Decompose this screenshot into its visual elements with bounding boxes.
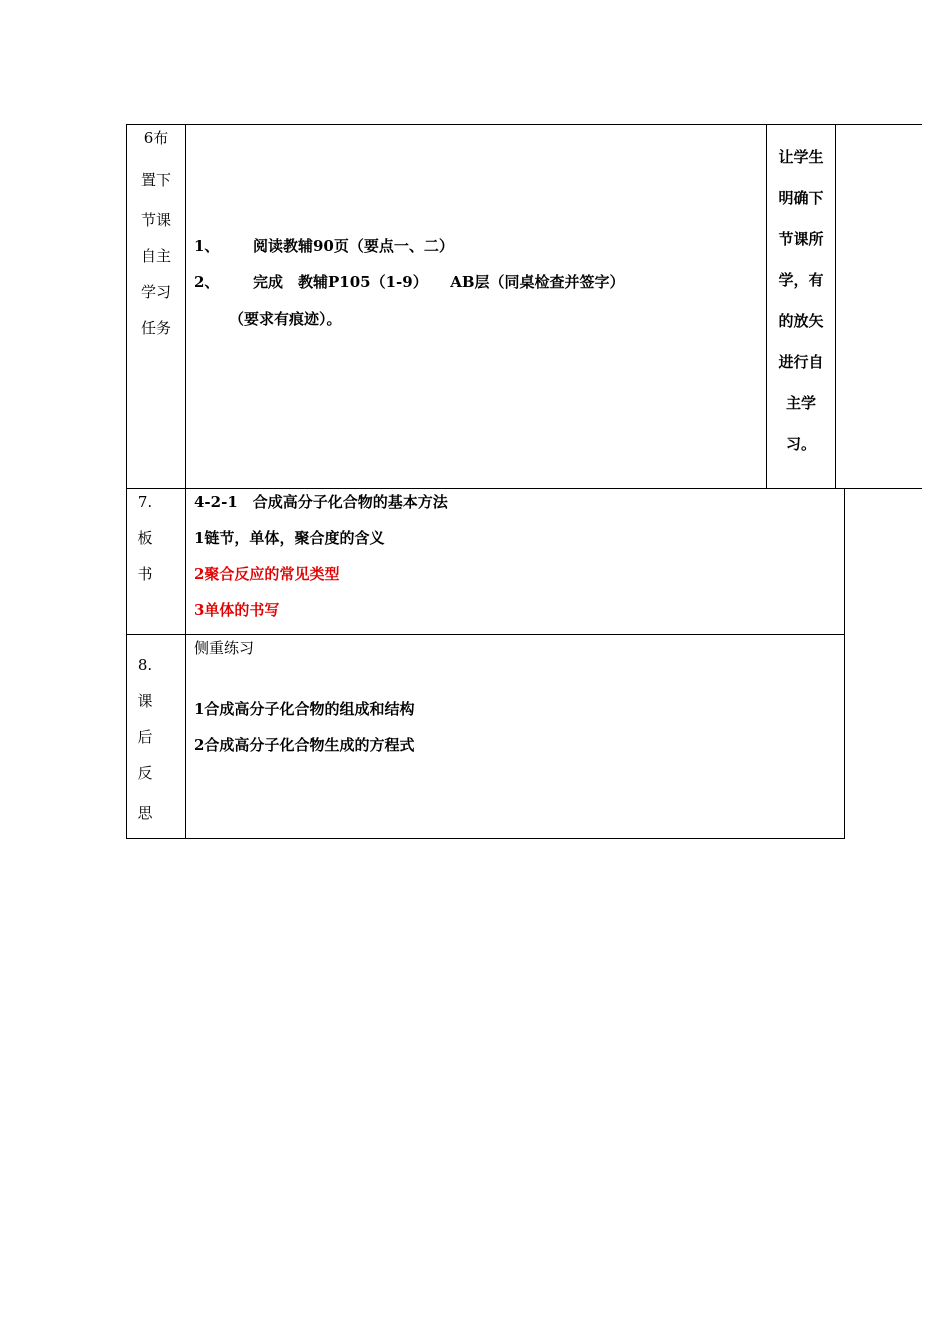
board-point-3: 3单体的书写 bbox=[194, 601, 280, 619]
purpose-line: 的放矢 bbox=[778, 312, 824, 330]
table-right-border bbox=[844, 488, 845, 839]
purpose-column-right-border bbox=[835, 124, 836, 489]
purpose-line: 习。 bbox=[785, 435, 816, 453]
row6-label-line: 节课 bbox=[140, 211, 171, 229]
purpose-line: 主学 bbox=[785, 394, 816, 412]
board-point-2: 2聚合反应的常见类型 bbox=[194, 565, 340, 583]
row8-label-line: 后 bbox=[137, 728, 153, 746]
row6-bottom-border bbox=[126, 488, 922, 489]
task-item-1-number: 1、 bbox=[194, 237, 220, 255]
row7-bottom-border bbox=[126, 634, 845, 635]
table-bottom-border bbox=[126, 838, 845, 839]
row7-label-line: 板 bbox=[137, 529, 153, 547]
board-title: 4-2-1 合成高分子化合物的基本方法 bbox=[194, 493, 448, 511]
row6-label-line: 6布 bbox=[143, 129, 169, 147]
row6-label-line: 任务 bbox=[140, 319, 171, 337]
row7-label-line: 7. bbox=[137, 493, 153, 511]
task-item-2-number: 2、 bbox=[194, 273, 220, 291]
row8-label-line: 反 bbox=[137, 764, 153, 782]
purpose-line: 进行自 bbox=[778, 353, 824, 371]
row6-label-line: 置下 bbox=[140, 171, 171, 189]
purpose-line: 让学生 bbox=[778, 148, 824, 166]
row6-label-line: 自主 bbox=[140, 247, 171, 265]
label-column-border bbox=[185, 124, 186, 839]
row8-label-line: 8. bbox=[137, 656, 153, 674]
board-point-1: 1链节，单体，聚合度的含义 bbox=[194, 529, 385, 547]
task-note: （要求有痕迹）。 bbox=[229, 310, 342, 328]
row8-label-line: 课 bbox=[137, 692, 153, 710]
row7-label-line: 书 bbox=[137, 565, 153, 583]
task-item-2-text: 完成 教辅P105（1-9） AB层（同桌检查并签字） bbox=[253, 273, 625, 291]
purpose-line: 节课所 bbox=[778, 230, 824, 248]
purpose-line: 学，有 bbox=[778, 271, 824, 289]
reflection-heading: 侧重练习 bbox=[194, 639, 255, 657]
row6-label-line: 学习 bbox=[140, 283, 171, 301]
purpose-column-left-border bbox=[766, 124, 767, 489]
reflection-point-1: 1合成高分子化合物的组成和结构 bbox=[194, 700, 415, 718]
row8-label-line: 思 bbox=[137, 804, 153, 822]
purpose-line: 明确下 bbox=[778, 189, 824, 207]
task-item-1-text: 阅读教辅90页（要点一、二） bbox=[253, 237, 454, 255]
table-top-border bbox=[126, 124, 922, 125]
reflection-point-2: 2合成高分子化合物生成的方程式 bbox=[194, 736, 415, 754]
